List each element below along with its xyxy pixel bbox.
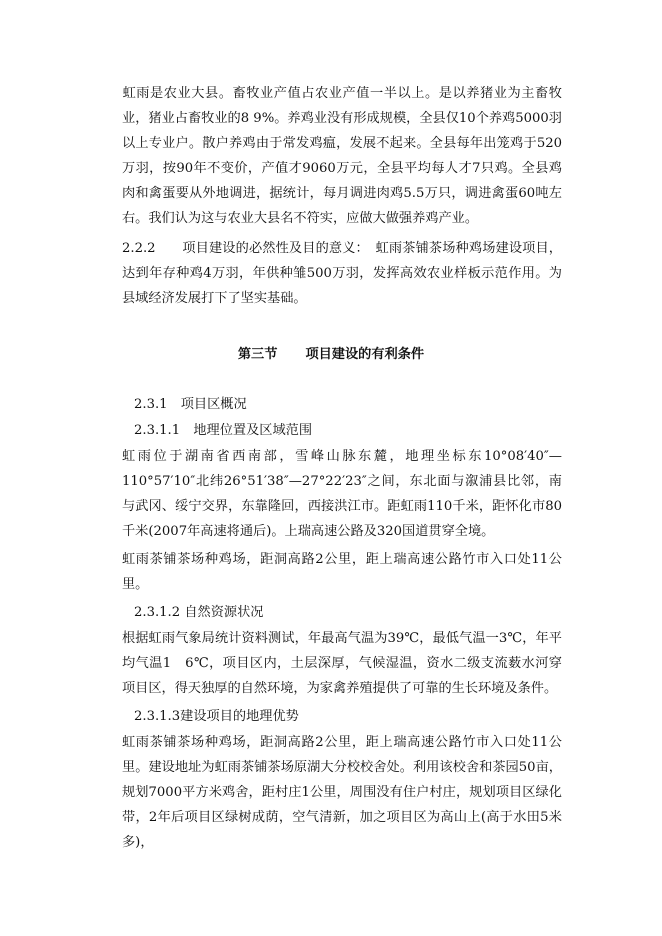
paragraph-project-necessity bbox=[122, 236, 562, 311]
section-heading bbox=[0, 342, 662, 367]
section-number: 第三节 bbox=[237, 347, 278, 362]
subheading-geographic-advantage: 2.3.1.3建设项目的地理优势 bbox=[134, 709, 299, 724]
paragraph-chicken-industry bbox=[122, 81, 562, 231]
paragraph-text: 虹雨位于湖南省西南部，雪峰山脉东麓，地理坐标东10°08′40″—110°57′10″北纬26°51′38″—27°22′23″之间，东北面与溆浦县比邻，南与武冈、绥宁交界，东靠隆回，西接洪江市。距虹雨110千米，距怀化市80千米(2007年高速将通后)。上瑞高速公路及320国道贯穿全境。 bbox=[122, 449, 562, 539]
section-title: 项目建设的有利条件 bbox=[305, 347, 425, 362]
subheading-location: 2.3.1.1 地理位置及区域范围 bbox=[134, 423, 313, 438]
paragraph-text: 虹雨茶铺茶场种鸡场，距洞高路2公里，距上瑞高速公路竹市入口处11公里。 bbox=[122, 552, 562, 592]
paragraph-text: 根据虹雨气象局统计资料测试，年最高气温为39℃，最低气温一3℃，年平均气温1 6℃，项目区内，土层深厚，气候湿温，资水二级支流薮水河穿项目区，得天独厚的自然环境，为家禽养殖提供了可靠的生长环境及条件。 bbox=[122, 631, 562, 696]
paragraph-text: 虹雨茶铺茶场种鸡场，距洞高路2公里，距上瑞高速公路竹市入口处11公里。建设地址为虹雨茶铺茶场原湖大分校校舍处。利用该校舍和茶园50亩，规划7000平方米鸡舍，距村庄1公里，周围没有住户村庄，规划项目区绿化带，2年后项目区绿树成荫，空气清新，加之项目区为高山上(高于水田5米多)， bbox=[122, 735, 562, 850]
paragraph-distance bbox=[122, 547, 562, 597]
paragraph-location bbox=[122, 444, 562, 544]
paragraph-text: 虹雨是农业大县。畜牧业产值占农业产值一半以上。是以养猪业为主畜牧业，猪业占畜牧业的8 9%。养鸡业没有形成规模，全县仅10个养鸡5000羽以上专业户。散户养鸡由于常发鸡瘟，发展不起来。全县每年出笼鸡于520万羽，按90年不变价，产值才9060万元，全县平均每人才7只鸡。全县鸡肉和禽蛋要从外地调进，据统计，每月调进肉鸡5.5万只，调进禽蛋60吨左右。我们认为这与农业大县名不符实，应做大做强养鸡产业。 bbox=[122, 86, 562, 226]
subheading-natural-resources: 2.3.1.2 自然资源状况 bbox=[134, 605, 264, 620]
paragraph-climate bbox=[122, 626, 562, 701]
subheading-project-overview: 2.3.1 项目区概况 bbox=[134, 397, 247, 412]
paragraph-text: 2.2.2 项目建设的必然性及目的意义： 虹雨茶铺茶场种鸡场建设项目，达到年存种鸡4万羽，年供种雏500万羽，发挥高效农业样板示范作用。为县域经济发展打下了坚实基础。 bbox=[122, 241, 562, 306]
paragraph-site bbox=[122, 730, 562, 855]
